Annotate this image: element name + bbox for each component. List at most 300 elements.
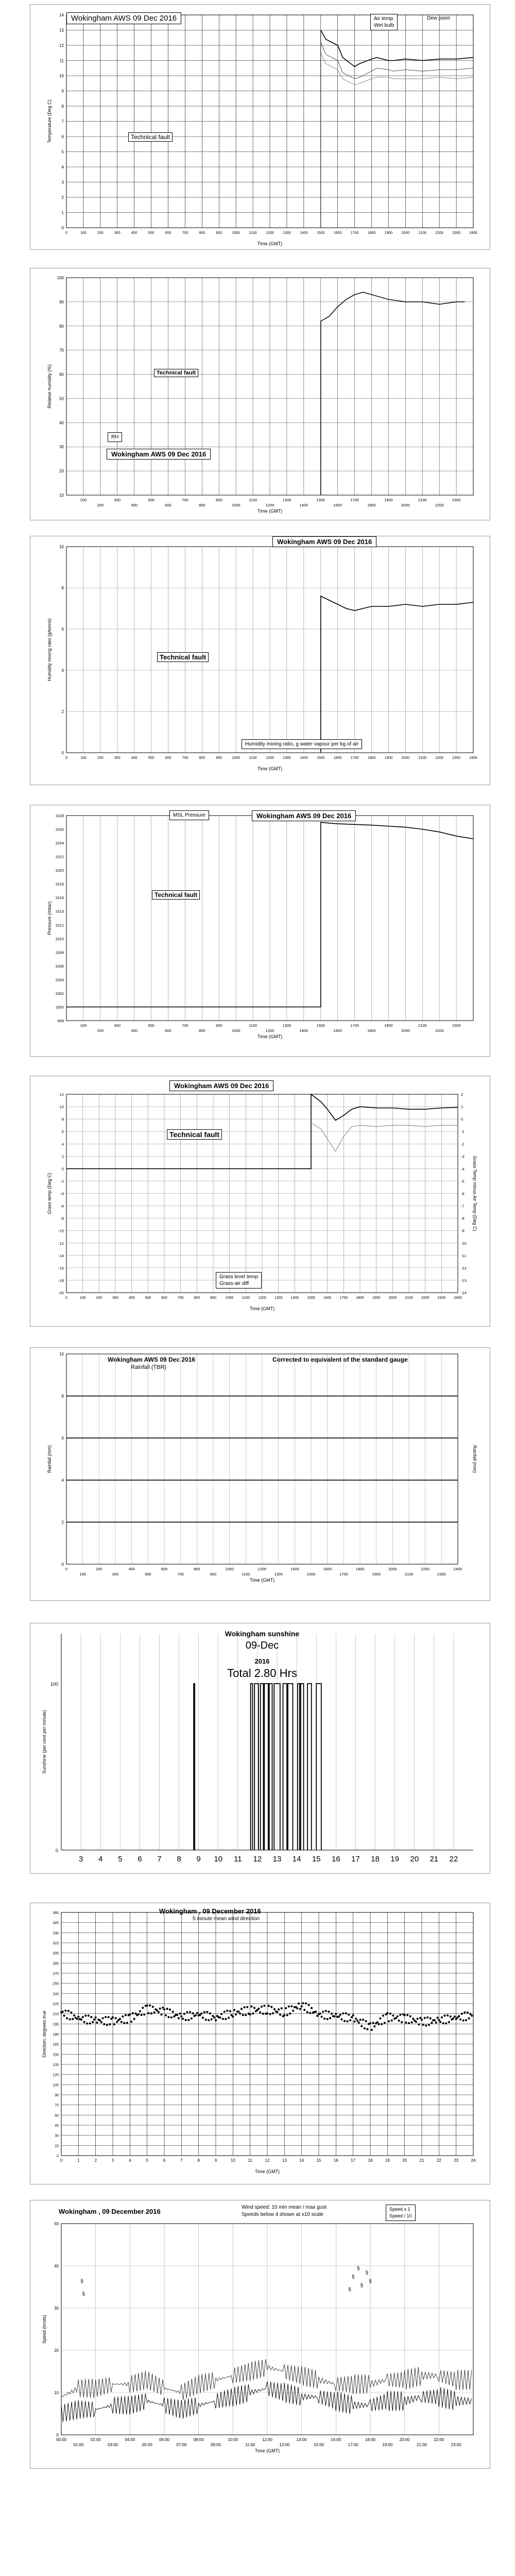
chart-legend <box>386 2205 416 2221</box>
y-tick-label: 1010 <box>55 936 64 941</box>
wind-direction-point <box>186 2011 188 2013</box>
wind-direction-point <box>309 2012 311 2014</box>
x-tick-label: 14 <box>292 1855 301 1863</box>
x-tick-label: 1800 <box>355 1567 365 1571</box>
x-tick-label: 04:00 <box>125 2437 135 2442</box>
gust-marker: § <box>365 2270 369 2276</box>
wind-direction-point <box>99 2019 101 2021</box>
x-tick-label: 00:00 <box>56 2437 67 2442</box>
y-tick-label: 30 <box>55 2134 59 2138</box>
x-tick-label: 1000 <box>232 756 240 760</box>
x-tick-label: 900 <box>210 1572 217 1577</box>
x-tick-label: 1700 <box>350 1023 359 1028</box>
y-tick-label: 1004 <box>55 977 64 982</box>
x-tick-label: 900 <box>215 1023 222 1028</box>
y-tick-label: -18 <box>58 1278 64 1283</box>
x-tick-label: 14:00 <box>296 2437 307 2442</box>
x-tick-label: 1200 <box>258 1567 267 1571</box>
x-tick-label: 1800 <box>367 503 376 507</box>
wind-direction-point <box>69 2018 71 2020</box>
wind-direction-point <box>261 2006 263 2008</box>
y-tick-label: 195 <box>53 2023 59 2027</box>
y-tick-label: 15 <box>55 2144 59 2148</box>
wind-direction-point <box>208 2019 210 2021</box>
wind-direction-point <box>388 2020 390 2022</box>
x-tick-label: 1900 <box>384 231 393 235</box>
y-tick-label: 1018 <box>55 882 64 887</box>
wind-direction-point <box>226 2010 228 2012</box>
x-tick-label: 600 <box>161 1567 168 1571</box>
y-tick-label: 30 <box>59 445 64 450</box>
y-tick-label: 10 <box>54 2391 59 2395</box>
wind-direction-point <box>133 2018 135 2020</box>
y-tick-label: 4 <box>61 1478 64 1483</box>
x-tick-label: 1600 <box>333 231 342 235</box>
x-tick-label: 700 <box>182 756 188 760</box>
temperature-chart <box>30 5 490 249</box>
y-tick-label-right: -8 <box>461 1216 465 1221</box>
x-tick-label: 2300 <box>452 498 461 502</box>
x-tick-label: 100 <box>80 756 87 760</box>
x-tick-label: 1400 <box>290 1567 299 1571</box>
wind-direction-point <box>372 2022 374 2024</box>
y-tick-label: -10 <box>58 1228 64 1233</box>
x-tick-label: 1900 <box>372 1296 381 1300</box>
y-axis-label: Rainfall (mm) <box>47 1445 52 1473</box>
x-tick-label: 800 <box>199 756 205 760</box>
x-tick-label: 800 <box>199 503 205 507</box>
x-tick-label: 1600 <box>323 1296 332 1300</box>
wind-direction-point <box>95 2016 97 2019</box>
y-tick-label: 10 <box>59 1105 64 1110</box>
y-tick-label: 1022 <box>55 854 64 859</box>
x-tick-label: 600 <box>165 1028 171 1033</box>
wind-direction-point <box>422 2024 424 2026</box>
y-tick-label: 1020 <box>55 868 64 873</box>
y-tick-label: 1000 <box>55 1005 64 1010</box>
x-tick-label: 1600 <box>323 1567 332 1571</box>
x-tick-label: 1600 <box>333 756 342 760</box>
x-tick-label: 1100 <box>249 498 258 502</box>
x-tick-label: 2200 <box>435 503 444 507</box>
wind-direction-point <box>359 2019 362 2021</box>
grass-temp-chart <box>30 1076 490 1326</box>
wind-direction-point <box>445 2022 447 2024</box>
x-tick-label: 1000 <box>225 1567 234 1571</box>
x-tick-label: 800 <box>199 231 205 235</box>
wind-direction-point <box>88 2014 90 2016</box>
x-tick-label: 1100 <box>249 756 257 760</box>
wind-direction-point <box>283 2014 285 2016</box>
wind-direction-point <box>252 2012 254 2014</box>
x-tick-label: 1900 <box>384 498 393 502</box>
x-tick-label: 700 <box>177 1572 184 1577</box>
wind-direction-point <box>160 2013 162 2015</box>
wind-direction-point <box>325 2010 327 2012</box>
y-tick-label: 14 <box>59 13 64 18</box>
wind-direction-point <box>119 2018 121 2020</box>
wind-direction-point <box>425 2025 427 2027</box>
x-tick-label: 02:00 <box>90 2437 101 2442</box>
wind-direction-point <box>192 2012 194 2014</box>
wind-direction-point <box>253 2007 255 2009</box>
wind-direction-point <box>86 2023 88 2025</box>
x-axis-label: Time (GMT) <box>257 241 283 246</box>
y-tick-label: 1012 <box>55 923 64 928</box>
gust-marker: § <box>351 2274 355 2280</box>
x-tick-label: 16 <box>331 1855 340 1863</box>
y-tick-label: -20 <box>58 1291 64 1295</box>
y-tick-label: 105 <box>53 2083 59 2088</box>
x-tick-label: 1400 <box>290 1296 299 1300</box>
x-tick-label: 500 <box>148 231 154 235</box>
wind-direction-point <box>358 2022 360 2024</box>
wind-direction-point <box>276 2011 278 2013</box>
wind-direction-point <box>454 2015 456 2018</box>
wind-direction-point <box>347 2020 349 2022</box>
y-tick-label: 4 <box>61 668 64 673</box>
wind-direction-point <box>82 2016 84 2018</box>
x-axis-label: Time (GMT) <box>249 1578 275 1583</box>
wind-direction-point <box>327 2018 329 2020</box>
y-tick-label: 50 <box>54 2222 59 2226</box>
chart-legend <box>216 1272 262 1289</box>
wind-direction-point <box>389 2012 391 2014</box>
x-tick-label: 1800 <box>367 231 376 235</box>
y-tick-label: 8 <box>61 1117 64 1122</box>
x-tick-label: 11 <box>248 2158 252 2163</box>
x-tick-label: 07:00 <box>176 2443 187 2447</box>
wind-direction-point <box>122 2015 124 2018</box>
x-tick-label: 14 <box>299 2158 304 2163</box>
wind-direction-point <box>206 2011 208 2013</box>
wind-direction-point <box>215 2019 217 2021</box>
x-tick-label: 0 <box>65 756 67 760</box>
y-tick-label-right: -6 <box>461 1191 465 1196</box>
wind-direction-point <box>356 2020 358 2022</box>
x-tick-label: 1100 <box>249 1023 258 1028</box>
wind-direction-point <box>150 2012 152 2014</box>
y-tick-label: 135 <box>53 2063 59 2067</box>
x-tick-label: 01:00 <box>73 2443 84 2447</box>
wind-direction-point <box>102 2017 104 2019</box>
x-tick-label: 1300 <box>274 1296 283 1300</box>
wind-direction-point <box>418 2023 420 2025</box>
series-grass-air-diff <box>311 1123 458 1151</box>
x-tick-label: 15 <box>312 1855 321 1863</box>
y-tick-label: 1008 <box>55 950 64 955</box>
wind-direction-point <box>263 2005 265 2007</box>
wind-direction-chart-panel <box>30 1903 490 2184</box>
y-tick-label: -14 <box>58 1253 64 1258</box>
technical-fault-label: Technical fault <box>157 652 209 662</box>
wind-direction-point <box>381 2023 383 2025</box>
x-tick-label: 16:00 <box>331 2437 341 2442</box>
x-axis-label: Time (GMT) <box>254 2448 280 2453</box>
wind-direction-point <box>419 2017 421 2019</box>
wind-direction-point <box>152 2006 154 2008</box>
wind-direction-point <box>138 2013 140 2015</box>
wind-direction-point <box>195 2014 197 2016</box>
wind-direction-point <box>108 2016 110 2018</box>
x-tick-label: 13 <box>272 1855 282 1863</box>
x-tick-label: 1200 <box>266 231 274 235</box>
wind-direction-point <box>392 2014 394 2016</box>
x-tick-label: 09:00 <box>210 2443 221 2447</box>
x-tick-label: 2100 <box>405 1296 413 1300</box>
y-tick-label: 8 <box>61 104 64 109</box>
x-tick-label: 2200 <box>421 1567 430 1571</box>
y-tick-label: 270 <box>53 1972 59 1976</box>
x-tick-label: 2000 <box>401 756 410 760</box>
wind-direction-point <box>443 2014 445 2016</box>
y-tick-label-right: -12 <box>461 1265 467 1270</box>
x-axis-label: Time (GMT) <box>257 1034 283 1039</box>
y-tick-label: 40 <box>59 420 64 426</box>
y-tick-label: 0 <box>57 2155 59 2158</box>
y-tick-label-right: 2 <box>461 1092 464 1097</box>
legend-speed-x1: Speed x 1 <box>389 2207 410 2212</box>
gust-marker: § <box>80 2278 83 2284</box>
y-tick-label: 210 <box>53 2012 59 2016</box>
x-tick-label: 1300 <box>274 1572 283 1577</box>
rainfall-chart <box>30 1348 490 1600</box>
x-tick-label: 2400 <box>469 756 477 760</box>
x-tick-label: 4 <box>129 2158 131 2163</box>
x-tick-label: 100 <box>79 1572 86 1577</box>
x-tick-label: 2400 <box>469 231 477 235</box>
wind-direction-point <box>412 2018 414 2020</box>
x-tick-label: 2100 <box>418 231 427 235</box>
y-tick-label-right: 1 <box>461 1105 464 1110</box>
y-tick-label: 100 <box>50 1681 58 1687</box>
y-tick-label: 180 <box>53 2033 59 2037</box>
y-tick-label: 2 <box>61 1154 64 1159</box>
wind-direction-point <box>80 2019 82 2021</box>
x-tick-label: 8 <box>197 2158 200 2163</box>
y-tick-label: 10 <box>59 545 64 549</box>
wind-direction-point <box>292 2010 294 2012</box>
x-tick-label: 1300 <box>282 498 291 502</box>
y-tick-label: -2 <box>60 1179 64 1184</box>
wind-direction-point <box>465 2019 467 2021</box>
x-tick-label: 2000 <box>401 503 410 507</box>
wind-direction-point <box>373 2025 375 2027</box>
x-tick-label: 17 <box>351 1855 360 1863</box>
x-tick-label: 100 <box>80 1023 87 1028</box>
wind-direction-point <box>311 2007 313 2009</box>
x-tick-label: 15 <box>316 2158 321 2163</box>
x-tick-label: 800 <box>199 1028 205 1033</box>
wind-direction-point <box>395 2017 397 2019</box>
wind-direction-point <box>73 2014 75 2016</box>
chart-title: Wokingham AWS 09 Dec 2016 <box>272 536 376 547</box>
x-axis-label: Time (GMT) <box>257 509 283 514</box>
wind-direction-point <box>302 2002 304 2004</box>
y-tick-label: -16 <box>58 1265 64 1270</box>
wind-direction-point <box>70 2011 72 2013</box>
wind-direction-point <box>344 2020 346 2022</box>
y-tick-label: 1006 <box>55 963 64 969</box>
y-tick-label: 4 <box>61 165 64 170</box>
x-tick-label: 9 <box>196 1855 201 1863</box>
wind-direction-point <box>196 2012 198 2014</box>
y-tick-label: 30 <box>54 2306 59 2311</box>
y-axis-label: Direction, degrees true <box>42 2010 47 2058</box>
wind-direction-point <box>342 2012 344 2014</box>
x-tick-label: 800 <box>194 1567 200 1571</box>
sunshine-chart-panel <box>30 1623 490 1874</box>
pressure-chart <box>30 805 490 1056</box>
wind-direction-point <box>103 2023 105 2025</box>
x-tick-label: 500 <box>148 1023 154 1028</box>
x-tick-label: 300 <box>114 756 121 760</box>
x-tick-label: 1100 <box>242 1572 250 1577</box>
x-tick-label: 1400 <box>299 503 308 507</box>
y-tick-label: 0 <box>61 1562 64 1567</box>
x-tick-label: 700 <box>177 1296 184 1300</box>
wind-direction-point <box>371 2029 373 2031</box>
x-tick-label: 1 <box>77 2158 80 2163</box>
x-tick-label: 03:00 <box>107 2443 118 2447</box>
x-tick-label: 400 <box>131 1028 138 1033</box>
x-tick-label: 400 <box>131 756 138 760</box>
chart-date: 09-Dec <box>245 1640 279 1651</box>
wind-direction-point <box>245 2014 247 2016</box>
chart-title: Wokingham AWS 09 Dec 2016 <box>107 449 211 460</box>
wind-direction-point <box>123 2022 125 2024</box>
wind-direction-point <box>180 2015 182 2018</box>
x-tick-label: 5 <box>146 2158 148 2163</box>
gust-marker: § <box>369 2278 372 2284</box>
wind-direction-point <box>115 2017 117 2019</box>
wind-direction-point <box>203 2011 205 2013</box>
wind-direction-point <box>430 2018 432 2020</box>
y-tick-label: 60 <box>55 2114 59 2118</box>
wind-direction-point <box>269 2013 271 2015</box>
wind-direction-point <box>421 2019 423 2021</box>
wind-direction-point <box>290 2005 293 2007</box>
x-tick-label: 1500 <box>316 1023 325 1028</box>
wind-direction-point <box>301 2005 303 2007</box>
x-tick-label: 20:00 <box>399 2437 410 2442</box>
wind-direction-point <box>329 2017 331 2019</box>
x-tick-label: 900 <box>215 498 222 502</box>
x-tick-label: 700 <box>182 1023 188 1028</box>
wind-direction-point <box>448 2021 450 2023</box>
sunshine-total: Total 2.80 Hrs <box>227 1667 297 1680</box>
x-tick-label: 0 <box>65 1296 67 1300</box>
x-tick-label: 900 <box>216 231 222 235</box>
wind-direction-point <box>353 2021 355 2023</box>
y-tick-label: 6 <box>61 134 64 139</box>
wind-direction-point <box>376 2021 379 2023</box>
y-tick-label: 6 <box>61 1436 64 1441</box>
wind-direction-point <box>469 2013 471 2015</box>
x-tick-label: 2300 <box>452 231 460 235</box>
wind-direction-point <box>259 2011 261 2013</box>
x-tick-label: 1900 <box>384 756 393 760</box>
wind-direction-point <box>305 2003 307 2005</box>
y-axis-label-right: Rainfall (mm) <box>472 1445 477 1473</box>
legend-dew-point: Dew point <box>427 15 450 21</box>
wind-direction-point <box>105 2016 107 2018</box>
x-tick-label: 2000 <box>401 1028 410 1033</box>
wind-direction-point <box>405 2022 407 2024</box>
wind-direction-point <box>249 2013 251 2015</box>
wind-speed-chart-panel <box>30 2200 490 2469</box>
x-tick-label: 200 <box>97 503 104 507</box>
wind-direction-point <box>364 2027 366 2029</box>
x-tick-label: 1000 <box>231 503 241 507</box>
wind-direction-point <box>176 2014 178 2016</box>
y-tick-label: 0 <box>61 226 64 230</box>
wind-direction-point <box>288 2006 290 2008</box>
x-tick-label: 22 <box>449 1855 458 1863</box>
x-tick-label: 200 <box>96 1296 102 1300</box>
wind-direction-point <box>153 2011 156 2013</box>
wind-direction-point <box>142 2007 144 2009</box>
x-tick-label: 600 <box>165 231 171 235</box>
y-tick-label: -4 <box>60 1191 64 1196</box>
y-tick-label-right: -9 <box>461 1228 465 1233</box>
series-air-temp <box>321 30 473 67</box>
y-axis-label: Temperature (Deg C) <box>47 99 52 143</box>
wind-direction-point <box>308 2004 310 2006</box>
y-tick-label: 10 <box>59 1352 64 1357</box>
x-tick-label: 1500 <box>316 756 325 760</box>
x-tick-label: 1200 <box>258 1296 266 1300</box>
y-tick-label: 285 <box>53 1962 59 1966</box>
x-tick-label: 2200 <box>435 756 443 760</box>
wind-direction-point <box>323 2018 325 2020</box>
y-tick-label: 1014 <box>55 909 64 914</box>
x-tick-label: 24 <box>471 2158 476 2163</box>
y-tick-label: 1016 <box>55 895 64 901</box>
y-tick-label: 1 <box>61 210 64 215</box>
x-tick-label: 200 <box>97 756 104 760</box>
legend-speed-div10: Speed / 10 <box>389 2213 412 2218</box>
wind-direction-point <box>67 2010 70 2012</box>
x-tick-label: 2200 <box>435 1028 444 1033</box>
x-tick-label: 400 <box>131 503 138 507</box>
x-tick-label: 23 <box>454 2158 459 2163</box>
x-tick-label: 10:00 <box>228 2437 238 2442</box>
wind-direction-point <box>447 2014 449 2016</box>
wind-direction-point <box>89 2022 91 2024</box>
x-tick-label: 2200 <box>421 1296 430 1300</box>
x-tick-label: 21:00 <box>416 2443 427 2447</box>
y-tick-label: 5 <box>61 149 64 155</box>
x-tick-label: 13:00 <box>279 2443 290 2447</box>
wind-direction-point <box>272 2012 274 2014</box>
chart-legend <box>108 432 122 442</box>
wind-direction-point <box>365 2020 367 2022</box>
wind-direction-point <box>411 2021 413 2023</box>
y-tick-label: -6 <box>60 1204 64 1209</box>
chart-title: Wokingham AWS 09 Dec 2016 <box>66 12 181 24</box>
wind-direction-point <box>415 2021 417 2023</box>
wind-direction-point <box>266 2012 268 2014</box>
x-tick-label: 300 <box>114 231 121 235</box>
y-tick-label: 60 <box>59 372 64 377</box>
y-tick-label: 20 <box>59 469 64 474</box>
wind-direction-point <box>209 2012 211 2014</box>
x-tick-label: 1600 <box>333 503 342 507</box>
x-tick-label: 1800 <box>367 756 376 760</box>
chart-year: 2016 <box>254 1657 270 1665</box>
x-tick-label: 0 <box>65 1567 68 1571</box>
